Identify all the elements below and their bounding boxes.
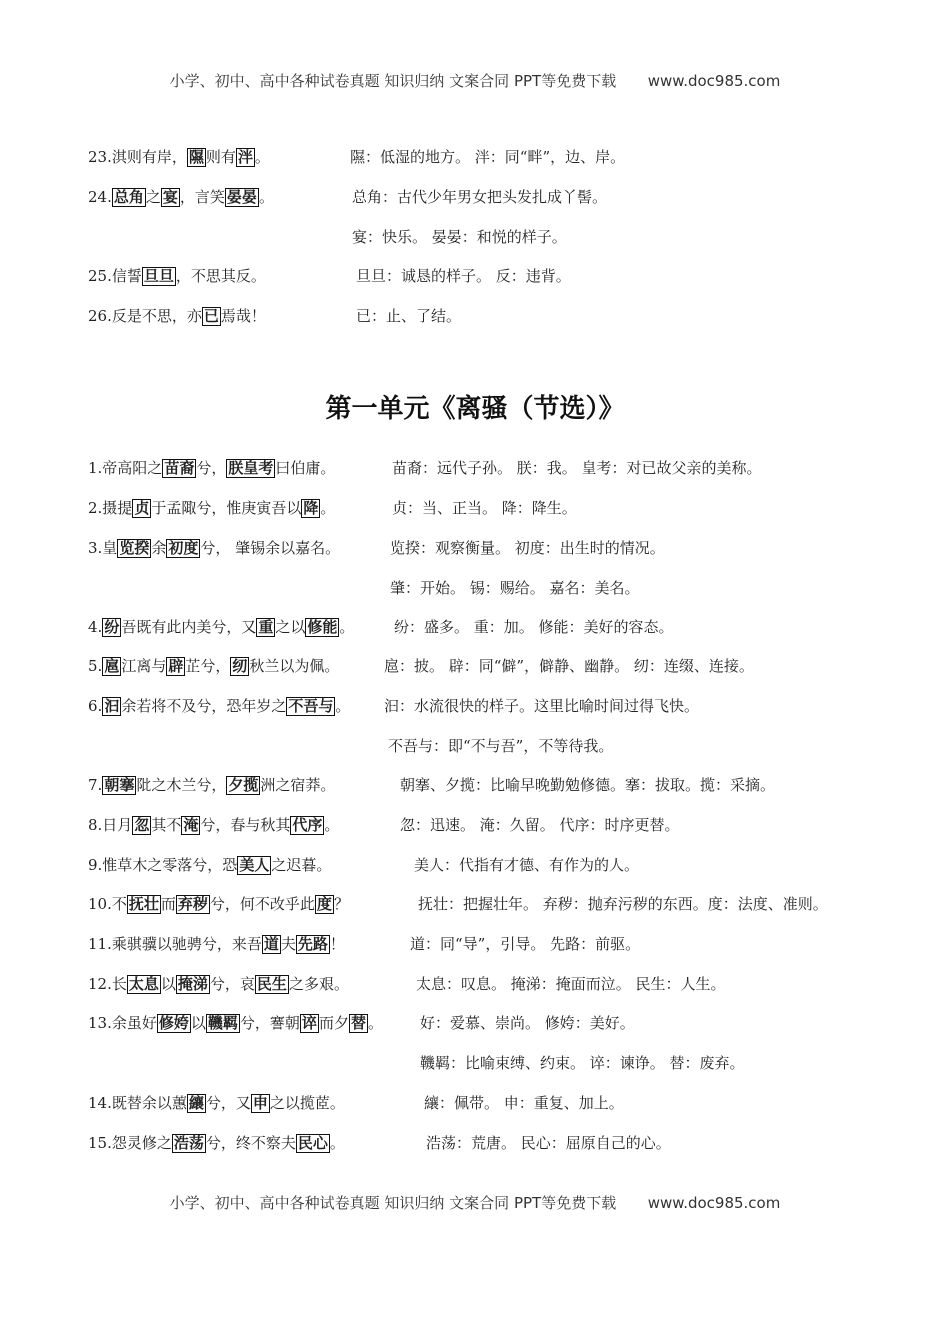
boxed-keyword: 辟 <box>168 657 184 675</box>
line-text: 。 <box>367 1014 383 1032</box>
line-text: 兮， 肇锡余以嘉名。 <box>200 539 341 557</box>
boxed-keyword: 道 <box>263 935 279 953</box>
text-line <box>88 458 335 478</box>
line-text: 焉哉！ <box>220 307 266 325</box>
line-text: 7. <box>88 776 103 794</box>
line-text: 纕：佩带。 申：重复、加上。 <box>424 1094 624 1112</box>
boxed-keyword: 美人 <box>239 856 270 874</box>
boxed-keyword: 不吾与 <box>288 697 334 715</box>
boxed-keyword: 泮 <box>237 148 253 166</box>
line-text: 美人：代指有才德、有作为的人。 <box>414 856 640 874</box>
text-line <box>424 1093 624 1113</box>
line-text: 。 <box>339 618 355 636</box>
text-line <box>88 538 340 558</box>
text-line <box>390 538 665 558</box>
boxed-keyword: 纕 <box>188 1094 204 1112</box>
text-line <box>88 775 335 795</box>
line-text: 余若将不及兮，恐年岁之 <box>121 697 287 715</box>
text-line <box>414 855 639 875</box>
text-line <box>426 1133 671 1153</box>
line-text: 已：止、了结。 <box>356 307 462 325</box>
boxed-keyword: 替 <box>350 1014 366 1032</box>
line-text: 纷：盛多。 重：加。 修能：美好的容态。 <box>394 618 674 636</box>
boxed-keyword: 纫 <box>232 657 248 675</box>
text-line <box>88 974 349 994</box>
line-text: 23.淇则有岸， <box>88 148 187 166</box>
line-text: 9.惟草木之零落兮，恐 <box>88 856 238 874</box>
line-text: ，言笑 <box>179 188 225 206</box>
boxed-keyword: 修姱 <box>158 1014 189 1032</box>
line-text: 之以 <box>275 618 306 636</box>
boxed-keyword: 隰 <box>188 148 204 166</box>
line-text: 道：同“导”，引导。 先路：前驱。 <box>410 935 641 953</box>
boxed-keyword: 宴 <box>162 188 178 206</box>
text-line <box>394 617 674 637</box>
boxed-keyword: 忽 <box>134 816 150 834</box>
boxed-keyword: 旦旦 <box>143 267 174 285</box>
text-line <box>88 855 331 875</box>
line-text: 而夕 <box>318 1014 349 1032</box>
line-text: 好：爱慕、崇尚。 修姱：美好。 <box>420 1014 635 1032</box>
line-text: 总角：古代少年男女把头发扎成丫髻。 <box>352 188 608 206</box>
header-text: 小学、初中、高中各种试卷真题 知识归纳 文案合同 PPT等免费下载 <box>169 72 617 90</box>
line-text: 朝搴、夕揽：比喻早晚勤勉修德。搴：拔取。揽：采摘。 <box>400 776 776 794</box>
line-text: 汩：水流很快的样子。这里比喻时间过得飞快。 <box>384 697 700 715</box>
line-text: 12.长 <box>88 975 127 993</box>
boxed-keyword: 鞿羁 <box>207 1014 238 1032</box>
boxed-keyword: 降 <box>303 499 319 517</box>
text-line <box>88 894 349 914</box>
text-line <box>88 1093 345 1113</box>
line-text: 芷兮， <box>185 657 231 675</box>
line-text: 13.余虽好 <box>88 1014 157 1032</box>
line-text: 2.摄提 <box>88 499 133 517</box>
text-line <box>390 578 640 598</box>
header-site-link[interactable]: www.doc985.com <box>647 72 781 90</box>
text-line <box>88 498 335 518</box>
line-text: 。 <box>320 499 336 517</box>
boxed-keyword: 览揆 <box>119 539 150 557</box>
line-text: 江离与 <box>121 657 167 675</box>
line-text: 其不 <box>151 816 182 834</box>
text-line <box>392 498 577 518</box>
line-text: 则有 <box>205 148 236 166</box>
text-line <box>88 306 266 326</box>
boxed-keyword: 申 <box>252 1094 268 1112</box>
text-line <box>420 1053 745 1073</box>
line-text: 8.日月 <box>88 816 133 834</box>
text-line <box>350 147 625 167</box>
line-text: 之以揽茝。 <box>269 1094 345 1112</box>
line-text: 贞：当、正当。 降：降生。 <box>392 499 577 517</box>
boxed-keyword: 汩 <box>104 697 120 715</box>
boxed-keyword: 苗裔 <box>164 459 195 477</box>
line-text: 阰之木兰兮， <box>136 776 227 794</box>
line-text: 浩荡：荒唐。 民心：屈原自己的心。 <box>426 1134 671 1152</box>
boxed-keyword: 朝搴 <box>104 776 135 794</box>
line-text: 以 <box>160 975 176 993</box>
line-text: 14.既替余以蕙 <box>88 1094 187 1112</box>
boxed-keyword: 先路 <box>297 935 328 953</box>
boxed-keyword: 民生 <box>256 975 287 993</box>
boxed-keyword: 弃秽 <box>177 895 208 913</box>
line-text: 1.帝高阳之 <box>88 459 163 477</box>
line-text: 忽：迅速。 淹：久留。 代序：时序更替。 <box>400 816 680 834</box>
text-line <box>88 1013 383 1033</box>
line-text: 10.不 <box>88 895 127 913</box>
line-text: 。 <box>329 1134 345 1152</box>
line-text: 24. <box>88 188 112 206</box>
text-line <box>392 458 762 478</box>
line-text: ，不思其反。 <box>175 267 266 285</box>
line-text: 。 <box>335 697 351 715</box>
text-line <box>88 656 339 676</box>
line-text: 扈：披。 辟：同“僻”，僻静、幽静。 纫：连缀、连接。 <box>384 657 754 675</box>
boxed-keyword: 重 <box>258 618 274 636</box>
text-line <box>88 815 339 835</box>
line-text: 肇：开始。 锡：赐给。 嘉名：美名。 <box>390 579 640 597</box>
line-text: 隰：低湿的地方。 泮：同“畔”，边、岸。 <box>350 148 626 166</box>
line-text: 之迟暮。 <box>271 856 332 874</box>
boxed-keyword: 夕揽 <box>228 776 259 794</box>
line-text: 3.皇 <box>88 539 118 557</box>
line-text: 25.信誓 <box>88 267 142 285</box>
line-text: ？ <box>333 895 349 913</box>
boxed-keyword: 朕皇考 <box>228 459 274 477</box>
line-text: 兮，终不察夫 <box>205 1134 296 1152</box>
text-line <box>420 1013 635 1033</box>
boxed-keyword: 太息 <box>128 975 159 993</box>
section-title: 第一单元《离骚（节选）》 <box>325 394 625 424</box>
text-line <box>418 894 828 914</box>
text-line <box>88 617 354 637</box>
page-header <box>0 70 950 91</box>
text-line <box>356 306 461 326</box>
line-text: 6. <box>88 697 103 715</box>
line-text: 之多艰。 <box>288 975 349 993</box>
line-text: 之 <box>145 188 161 206</box>
text-line <box>356 266 571 286</box>
text-line <box>88 187 274 207</box>
line-text: 兮， <box>196 459 227 477</box>
boxed-keyword: 初度 <box>168 539 199 557</box>
line-text: 鞿羁：比喻束缚、约束。 谇：谏诤。 替：废弃。 <box>420 1054 745 1072</box>
text-line <box>416 974 726 994</box>
text-line <box>88 1133 345 1153</box>
boxed-keyword: 民心 <box>297 1134 328 1152</box>
line-text: 26.反是不思，亦 <box>88 307 202 325</box>
line-text: 15.怨灵修之 <box>88 1134 172 1152</box>
boxed-keyword: 谇 <box>301 1014 317 1032</box>
line-text: 吾既有此内美兮，又 <box>121 618 257 636</box>
line-text: 兮，謇朝 <box>239 1014 300 1032</box>
boxed-keyword: 总角 <box>113 188 144 206</box>
text-line <box>400 815 680 835</box>
text-line <box>384 656 754 676</box>
line-text: 。 <box>254 148 270 166</box>
text-line <box>88 696 350 716</box>
text-line <box>88 147 270 167</box>
line-text: 兮，春与秋其 <box>200 816 291 834</box>
line-text: 。 <box>258 188 274 206</box>
line-text: 秋兰以为佩。 <box>249 657 340 675</box>
line-text: 以 <box>190 1014 206 1032</box>
page-footer <box>0 1192 950 1213</box>
line-text: 兮，哀 <box>209 975 255 993</box>
boxed-keyword: 度 <box>316 895 332 913</box>
text-line <box>410 934 640 954</box>
line-text: 览揆：观察衡量。 初度：出生时的情况。 <box>390 539 665 557</box>
text-line <box>352 227 567 247</box>
text-line <box>388 736 613 756</box>
line-text: 4. <box>88 618 103 636</box>
boxed-keyword: 抚壮 <box>128 895 159 913</box>
line-text: 兮，何不改乎此 <box>209 895 315 913</box>
line-text: 太息：叹息。 掩涕：掩面而泣。 民生：人生。 <box>416 975 726 993</box>
footer-site-link[interactable]: www.doc985.com <box>647 1194 781 1212</box>
line-text: 11.乘骐骥以驰骋兮，来吾 <box>88 935 262 953</box>
line-text: 。 <box>324 816 340 834</box>
line-text: 抚壮：把握壮年。 弃秽：抛弃污秽的东西。度：法度、准则。 <box>418 895 828 913</box>
text-line <box>384 696 699 716</box>
text-line <box>88 266 266 286</box>
line-text: ！ <box>329 935 345 953</box>
line-text: 兮，又 <box>205 1094 251 1112</box>
line-text: 夫 <box>280 935 296 953</box>
boxed-keyword: 扈 <box>104 657 120 675</box>
text-line <box>88 934 345 954</box>
line-text: 于孟陬兮，惟庚寅吾以 <box>151 499 302 517</box>
boxed-keyword: 贞 <box>134 499 150 517</box>
text-line <box>352 187 607 207</box>
line-text: 旦旦：诚恳的样子。 反：违背。 <box>356 267 571 285</box>
line-text: 宴：快乐。 晏晏：和悦的样子。 <box>352 228 567 246</box>
boxed-keyword: 已 <box>203 307 219 325</box>
boxed-keyword: 淹 <box>183 816 199 834</box>
boxed-keyword: 浩荡 <box>173 1134 204 1152</box>
boxed-keyword: 代序 <box>292 816 323 834</box>
line-text: 曰伯庸。 <box>275 459 336 477</box>
text-line <box>400 775 775 795</box>
boxed-keyword: 修能 <box>307 618 338 636</box>
line-text: 5. <box>88 657 103 675</box>
line-text: 余 <box>151 539 167 557</box>
line-text: 而 <box>160 895 176 913</box>
line-text: 洲之宿莽。 <box>260 776 336 794</box>
boxed-keyword: 纷 <box>104 618 120 636</box>
boxed-keyword: 掩涕 <box>177 975 208 993</box>
footer-text: 小学、初中、高中各种试卷真题 知识归纳 文案合同 PPT等免费下载 <box>169 1194 617 1212</box>
line-text: 苗裔：远代子孙。 朕：我。 皇考：对已故父亲的美称。 <box>392 459 762 477</box>
boxed-keyword: 晏晏 <box>226 188 257 206</box>
line-text: 不吾与：即“不与吾”，不等待我。 <box>388 737 614 755</box>
